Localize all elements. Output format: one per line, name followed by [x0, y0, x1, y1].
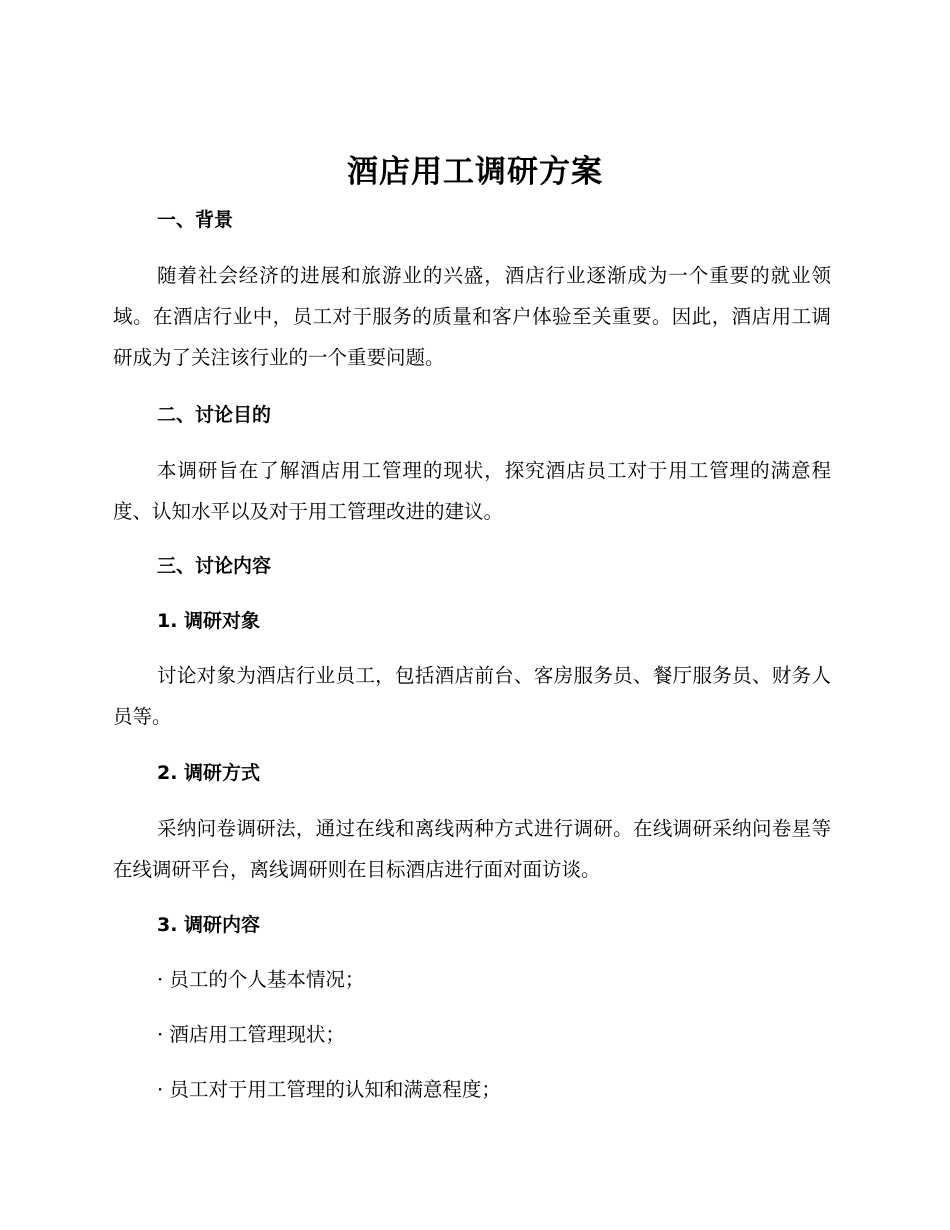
section-heading-content: 三、讨论内容 — [157, 555, 272, 577]
subsection-heading-method: 2. 调研方式 — [157, 762, 261, 784]
paragraph-object: 讨论对象为酒店行业员工，包括酒店前台、客房服务员、餐厅服务员、财务人员等。 — [113, 664, 831, 728]
subsection-heading-items: 3. 调研内容 — [157, 914, 261, 936]
document-title: 酒店用工调研方案 — [347, 154, 603, 190]
subsection-heading-object: 1. 调研对象 — [157, 610, 261, 632]
list-item: · 酒店用工管理现状； — [157, 1023, 345, 1046]
section-heading-purpose: 二、讨论目的 — [157, 404, 272, 426]
list-item: · 员工的个人基本情况； — [157, 968, 365, 991]
paragraph-method: 采纳问卷调研法，通过在线和离线两种方式进行调研。在线调研采纳问卷星等在线调研平台，离线调研则在目标酒店进行面对面访谈。 — [113, 817, 831, 881]
paragraph-purpose: 本调研旨在了解酒店用工管理的现状，探究酒店员工对于用工管理的满意程度、认知水平以及对于用工管理改进的建议。 — [113, 459, 831, 523]
paragraph-background: 随着社会经济的进展和旅游业的兴盛，酒店行业逐渐成为一个重要的就业领域。在酒店行业中，员工对于服务的质量和客户体验至关重要。因此，酒店用工调研成为了关注该行业的一个重要问题。 — [113, 264, 831, 369]
list-item: · 员工对于用工管理的认知和满意程度； — [157, 1078, 501, 1101]
section-heading-background: 一、背景 — [157, 209, 234, 231]
